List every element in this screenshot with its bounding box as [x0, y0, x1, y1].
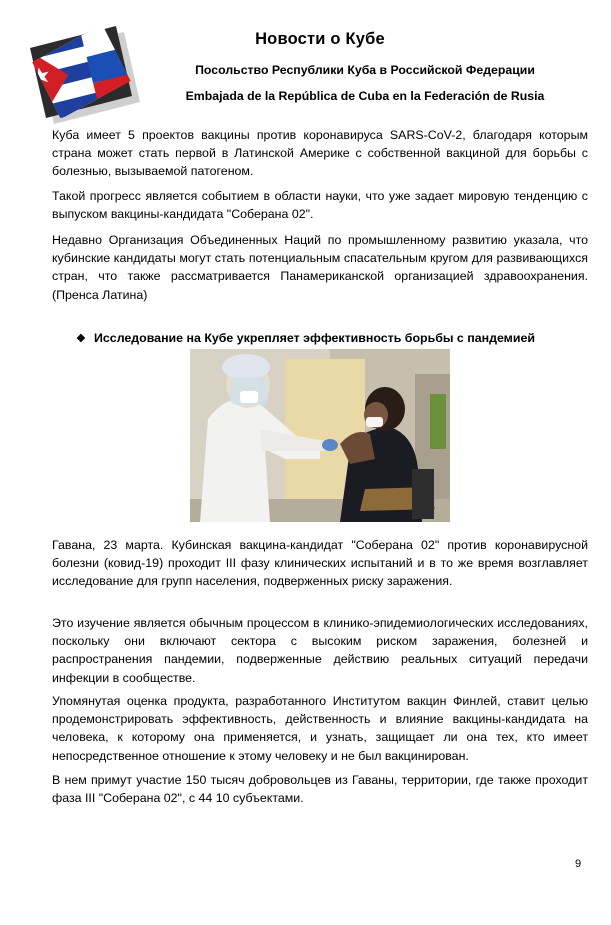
paragraph: Упомянутая оценка продукта, разработанного Институтом вакцин Финлей, ставит целью продемонстрировать эффективность, действенность и влияние вакцины-кандидата на человека, к которому она применяется, и узнать, защищает ли она тех, кто имеет непосредственное отношение к этому человеку и не был вакцинирован. — [52, 694, 588, 763]
paragraph: В нем примут участие 150 тысяч добровольцев из Гаваны, территории, где также проходит фаза III "Соберана 02", с 44 10 субъектами. — [52, 773, 588, 806]
diamond-bullet-icon: ❖ — [76, 333, 86, 345]
paragraph: Недавно Организация Объединенных Наций по промышленному развитию указала, что кубинские кандидаты могут стать потенциальным спасательным кругом для развивающихся стран, что также рассматривается Панамериканской организацией здравоохранения. (Пренса Латина) — [52, 233, 588, 302]
paragraph: Куба имеет 5 проектов вакцины против коронавируса SARS-CoV-2, благодаря которым страна может стать первой в Латинской Америке с собственной вакциной для борьбы с болезнью, вызываемой патогеном. — [52, 128, 588, 179]
section-heading — [76, 331, 596, 345]
vaccination-photo — [190, 349, 450, 522]
page-title: Новости о Кубе — [255, 30, 385, 48]
embassy-name-es: Embajada de la República de Cuba en la Federación de Rusia — [185, 89, 545, 103]
section-heading-text: Исследование на Кубе укрепляет эффективность борьбы с пандемией — [94, 331, 535, 345]
page-number: 9 — [575, 858, 582, 870]
paragraph: Гавана, 23 марта. Кубинская вакцина-кандидат "Соберана 02" против коронавирусной болезни (ковид-19) проходит III фазу клинических испытаний и в то же время возглавляет исследование для групп населения, подверженных риску заражения. — [52, 538, 588, 589]
paragraph: Такой прогресс является событием в области науки, что уже задает мировую тенденцию с выпуском вакцины-кандидата "Соберана 02". — [52, 189, 588, 222]
embassy-name-ru: Посольство Республики Куба в Российской Федерации — [195, 63, 535, 77]
paragraph: Это изучение является обычным процессом в клинико-эпидемиологических исследованиях, поскольку они включают сектора с высоким риском заражения, болезней и распространения пандемии, подверженные действию реальных ситуаций передачи инфекции в сообществе. — [52, 616, 588, 685]
flags-logo — [28, 24, 140, 124]
